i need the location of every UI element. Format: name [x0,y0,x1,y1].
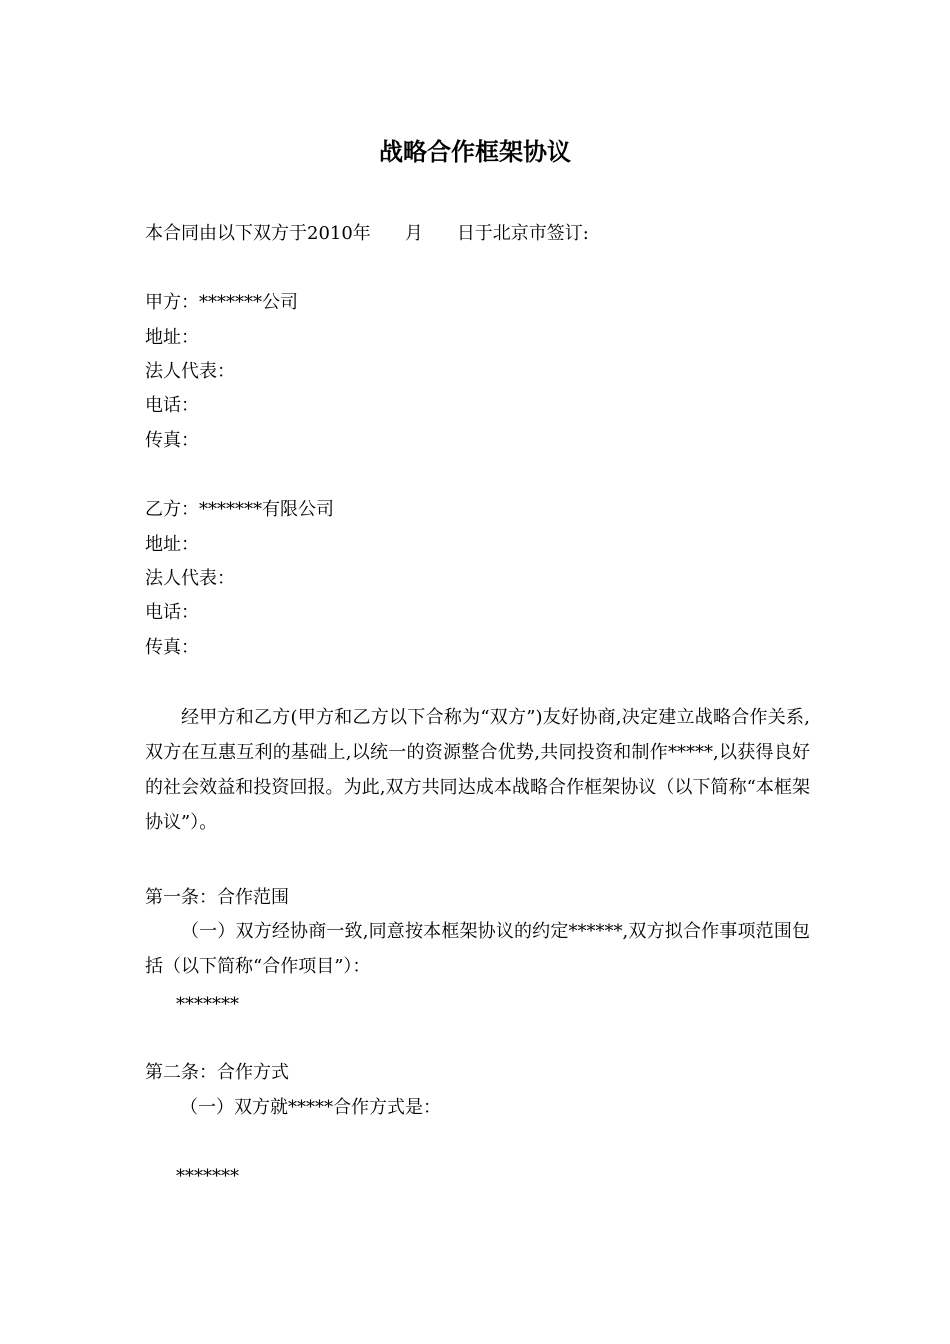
preamble-paragraph: 经甲方和乙方(甲方和乙方以下合称为“双方”)友好协商,决定建立战略合作关系,双方在互惠互利的基础上,以统一的资源整合优势,共同投资和制作*****,以获得良好的社会效益和投资回报。为此,双方共同达成本战略合作框架协议（以下简称“本框架协议”）。 [145,707,810,833]
party-b-legal-rep: 法人代表： [145,568,235,589]
party-b-name: 乙方：*******有限公司 [145,499,334,520]
party-b-fax: 传真： [145,637,199,658]
article2-clause1: （一）双方就*****合作方式是： [180,1097,441,1118]
party-b-address: 地址： [145,534,199,555]
article2-heading: 第二条：合作方式 [145,1062,289,1083]
party-a-name: 甲方：*******公司 [145,292,298,313]
intro-line [145,222,589,246]
party-b-phone: 电话： [145,602,199,623]
document-title: 战略合作框架协议 [379,138,571,166]
intro-month: 月 [404,223,423,244]
article1-heading: 第一条：合作范围 [145,887,289,908]
party-a-fax: 传真： [145,430,199,451]
article1-clause1: （一）双方经协商一致,同意按本框架协议的约定******,双方拟合作事项范围包括（以下简称“合作项目”）： [145,921,810,977]
intro-year: 2010年 [307,223,371,244]
party-a-phone: 电话： [145,395,199,416]
party-a-address: 地址： [145,327,199,348]
intro-prefix: 本合同由以下双方于 [145,223,307,244]
article2-item: ******* [176,1166,239,1187]
article1-item: ******* [176,994,239,1015]
party-a-legal-rep: 法人代表： [145,361,235,382]
intro-day-suffix: 日于北京市签订: [456,223,589,244]
